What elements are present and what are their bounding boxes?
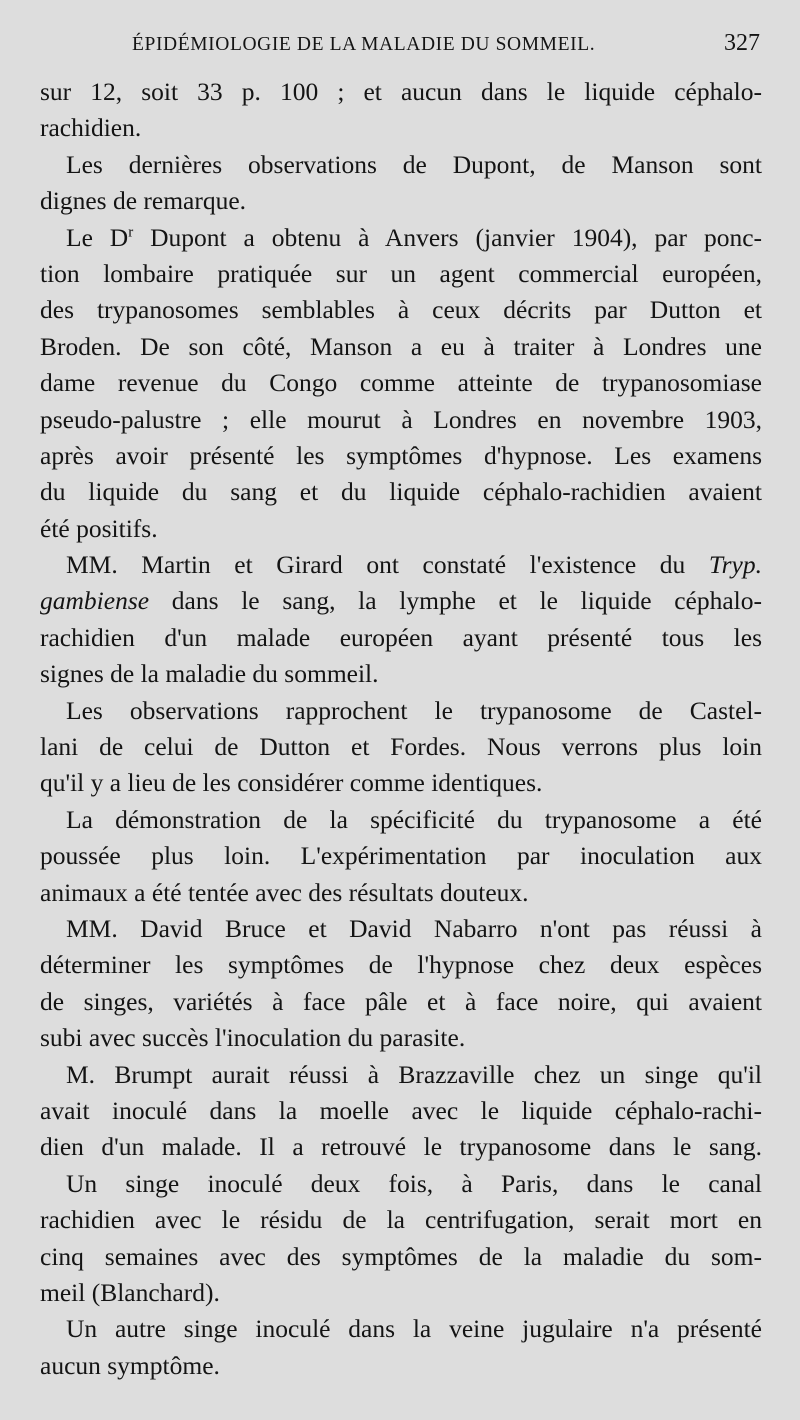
text-line: déterminer les symptômes de l'hypnose chez deux espèces bbox=[40, 950, 762, 980]
text-line: rachidien avec le résidu de la centrifugation, serait mort en bbox=[40, 1205, 762, 1235]
text-line: meil (Blanchard). bbox=[40, 1277, 220, 1307]
text-line: sur 12, soit 33 p. 100 ; et aucun dans le liquide céphalo- bbox=[40, 77, 762, 106]
text-line: avait inoculé dans la moelle avec le liquide céphalo-rachi- bbox=[40, 1095, 762, 1125]
text-line: poussée plus loin. L'expérimentation par inoculation aux bbox=[40, 841, 762, 871]
text-line: Les dernières observations de Dupont, de Manson sont bbox=[66, 149, 762, 179]
text-line: après avoir présenté les symptômes d'hypnose. Les examens bbox=[40, 440, 762, 470]
text-line: de singes, variétés à face pâle et à face noire, qui avaient bbox=[40, 986, 762, 1016]
text-line: animaux a été tentée avec des résultats douteux. bbox=[40, 877, 529, 907]
text-line: Un singe inoculé deux fois, à Paris, dans le canal bbox=[66, 1168, 762, 1198]
running-head: ÉPIDÉMIOLOGIE DE LA MALADIE DU SOMMEIL. bbox=[132, 34, 596, 55]
text-line: M. Brumpt aurait réussi à Brazzaville chez un singe qu'il bbox=[66, 1059, 762, 1089]
text-line: La démonstration de la spécificité du trypanosome a été bbox=[66, 804, 762, 834]
text-line: aucun symptôme. bbox=[40, 1350, 220, 1380]
text-line: rachidien d'un malade européen ayant présenté tous les bbox=[40, 622, 762, 652]
text-line bbox=[40, 220, 762, 256]
text-line: du liquide du sang et du liquide céphalo-rachidien avaient bbox=[40, 477, 762, 507]
text-line: lani de celui de Dutton et Fordes. Nous verrons plus loin bbox=[40, 732, 762, 762]
text-line: signes de la maladie du sommeil. bbox=[40, 659, 379, 689]
text-line: dien d'un malade. Il a retrouvé le trypanosome dans le sang. bbox=[40, 1132, 762, 1162]
species-name: gambiense bbox=[40, 586, 150, 616]
text-line: subi avec succès l'inoculation du parasite. bbox=[40, 1023, 466, 1053]
text-line: été positifs. bbox=[40, 513, 158, 543]
text-line: MM. David Bruce et David Nabarro n'ont pas réussi à bbox=[66, 913, 762, 943]
text-fragment: dans le sang, la lymphe et le liquide céphalo- bbox=[149, 586, 762, 616]
species-name: Tryp. bbox=[708, 550, 762, 580]
superscript: r bbox=[128, 224, 134, 241]
text-line bbox=[40, 583, 762, 619]
text-line: dignes de remarque. bbox=[40, 186, 247, 216]
text-line: pseudo-palustre ; elle mourut à Londres en novembre 1903, bbox=[40, 404, 762, 434]
text-line: Broden. De son côté, Manson a eu à traiter à Londres une bbox=[40, 331, 762, 361]
text-line: dame revenue du Congo comme atteinte de trypanosomiase bbox=[40, 368, 762, 398]
text-line bbox=[40, 547, 762, 583]
text-line: qu'il y a lieu de les considérer comme identiques. bbox=[40, 768, 543, 798]
text-fragment: MM. Martin et Girard ont constaté l'existence du bbox=[66, 550, 709, 580]
page-number: 327 bbox=[724, 30, 760, 56]
text-line: Les observations rapprochent le trypanosome de Castel- bbox=[66, 695, 762, 725]
text-line: des trypanosomes semblables à ceux décrits par Dutton et bbox=[40, 295, 762, 325]
text-line: cinq semaines avec des symptômes de la maladie du som- bbox=[40, 1241, 762, 1271]
text-line: tion lombaire pratiquée sur un agent commercial européen, bbox=[40, 258, 762, 288]
text-line: rachidien. bbox=[40, 113, 142, 143]
text-line: Un autre singe inoculé dans la veine jugulaire n'a présenté bbox=[66, 1314, 762, 1344]
text-fragment: Le D bbox=[66, 222, 129, 252]
body-text bbox=[40, 74, 762, 1384]
text-fragment: Dupont a obtenu à Anvers (janvier 1904), par ponc- bbox=[133, 222, 763, 252]
page-header bbox=[40, 30, 762, 64]
